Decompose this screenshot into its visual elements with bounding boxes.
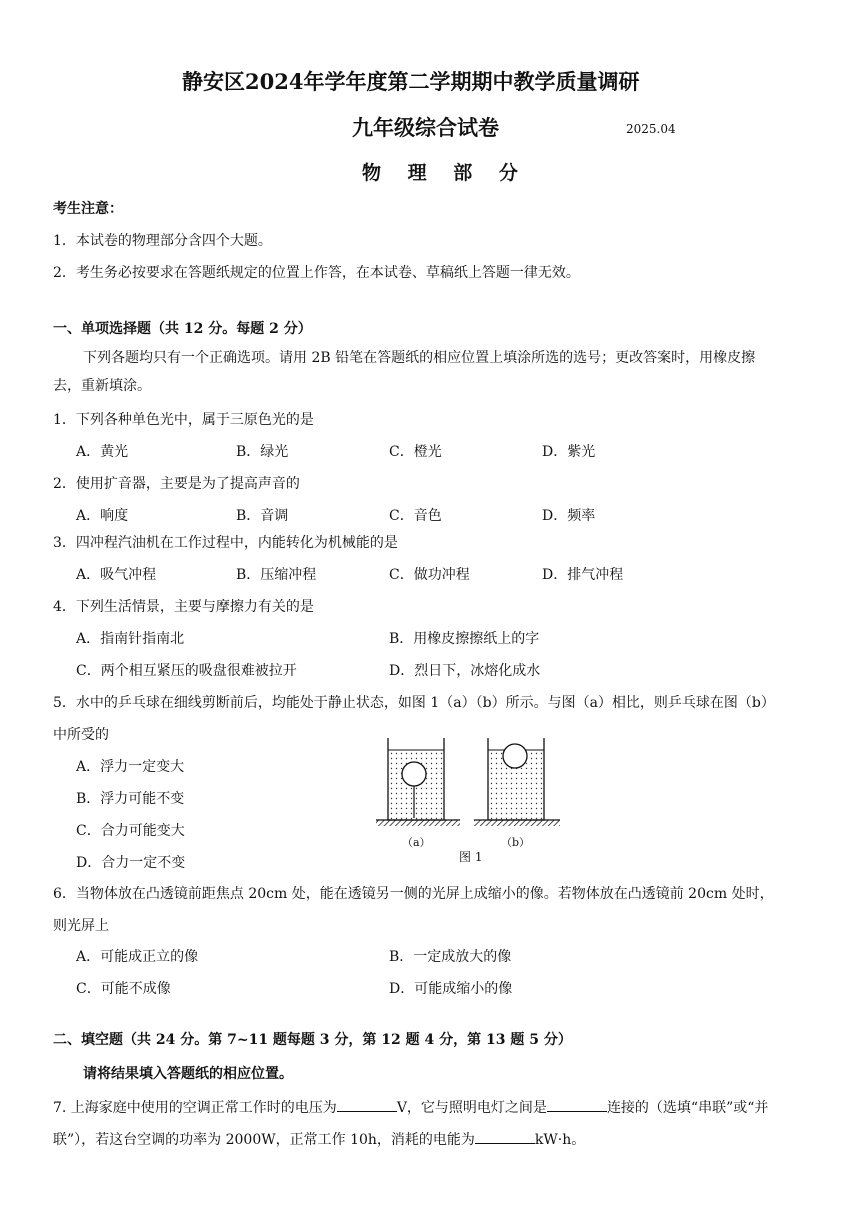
question-4-stem: 4．下列生活情景，主要与摩擦力有关的是: [53, 599, 314, 615]
question-6-stem-2: 则光屏上: [53, 918, 109, 934]
part1-heading: 一、单项选择题（共 12 分。每题 2 分）: [53, 321, 312, 337]
notice-item-1: 1．本试卷的物理部分含四个大题。: [53, 233, 272, 249]
answer-blank-voltage[interactable]: [337, 1097, 397, 1112]
question-5-option-a: A．浮力一定变大: [76, 759, 185, 775]
question-5-option-b: B．浮力可能不变: [76, 791, 185, 807]
question-4-option-d: D．烈日下，冰熔化成水: [389, 663, 541, 679]
notice-heading: 考生注意：: [53, 201, 123, 217]
question-2-option-d: D．频率: [542, 508, 596, 524]
exam-title: 静安区2024年学年度第二学期期中教学质量调研: [182, 69, 640, 94]
exam-subtitle: 九年级综合试卷: [352, 115, 499, 140]
question-1-stem: 1．下列各种单色光中，属于三原色光的是: [53, 412, 314, 428]
notice-item-2: 2．考生务必按要求在答题纸规定的位置上作答，在本试卷、草稿纸上答题一律无效。: [53, 265, 580, 281]
question-7-text-b: V，它与照明电灯之间是: [396, 1100, 547, 1116]
question-2-option-c: C．音色: [389, 508, 442, 524]
question-7-text-a: 7. 上海家庭中使用的空调正常工作时的电压为: [53, 1100, 337, 1116]
answer-blank-energy[interactable]: [475, 1129, 535, 1144]
question-5-stem-2: 中所受的: [53, 727, 109, 743]
figure-caption: 图 1: [459, 850, 483, 864]
part1-instruction-1: 下列各题均只有一个正确选项。请用 2B 铅笔在答题纸的相应位置上填涂所选的选号；更改答案时，用橡皮擦: [83, 350, 756, 366]
question-4-option-a: A．指南针指南北: [76, 631, 185, 647]
question-2-option-a: A．响度: [76, 508, 129, 524]
question-1-option-c: C．橙光: [389, 444, 442, 460]
part2-instruction: 请将结果填入答题纸的相应位置。: [83, 1066, 293, 1082]
question-5-option-d: D．合力一定不变: [76, 855, 186, 871]
figure-1: [370, 732, 570, 832]
figure-label-a: （a）: [402, 836, 431, 849]
part1-instruction-2: 去，重新填涂。: [53, 378, 151, 394]
question-7-text-e: kW·h。: [534, 1132, 586, 1148]
question-3-option-c: C．做功冲程: [389, 567, 470, 583]
question-2-stem: 2．使用扩音器，主要是为了提高声音的: [53, 476, 300, 492]
question-3-stem: 3．四冲程汽油机在工作过程中，内能转化为机械能的是: [53, 535, 398, 551]
question-1-option-a: A．黄光: [76, 444, 129, 460]
beaker-a: [388, 738, 444, 820]
question-3-option-d: D．排气冲程: [542, 567, 624, 583]
question-1-option-d: D．紫光: [542, 444, 596, 460]
question-1-option-b: B．绿光: [236, 444, 289, 460]
question-3-option-a: A．吸气冲程: [76, 567, 157, 583]
question-7-text-d: 联”），若这台空调的功率为 2000W，正常工作 10h，消耗的电能为: [53, 1132, 475, 1148]
question-6-option-b: B．一定成放大的像: [389, 949, 512, 965]
question-5-stem: 5．水中的乒乓球在细线剪断前后，均能处于静止状态，如图 1（a）（b）所示。与图（a）相比，则乒乓球在图（b）: [53, 695, 775, 711]
question-7-text-c: 连接的（选填“串联”或“并: [606, 1100, 769, 1116]
exam-date: 2025.04: [626, 122, 676, 136]
beaker-b: [488, 738, 544, 820]
question-4-option-c: C．两个相互紧压的吸盘很难被拉开: [76, 663, 297, 679]
question-6-option-a: A．可能成正立的像: [76, 949, 199, 965]
question-6-option-d: D．可能成缩小的像: [389, 981, 513, 997]
figure-label-b: （b）: [501, 836, 531, 849]
question-6-option-c: C．可能不成像: [76, 981, 171, 997]
question-7-line-1: [53, 1097, 768, 1117]
section-title: 物 理 部 分: [362, 162, 528, 184]
part2-heading: 二、填空题（共 24 分。第 7~11 题每题 3 分，第 12 题 4 分，第 13 题 5 分）: [53, 1032, 572, 1048]
answer-blank-connection[interactable]: [547, 1097, 607, 1112]
question-5-option-c: C．合力可能变大: [76, 823, 185, 839]
question-4-option-b: B．用橡皮擦擦纸上的字: [389, 631, 540, 647]
question-2-option-b: B．音调: [236, 508, 289, 524]
question-6-stem: 6．当物体放在凸透镜前距焦点 20cm 处，能在透镜另一侧的光屏上成缩小的像。若物体放在凸透镜前 20cm 处时，: [53, 886, 774, 902]
question-3-option-b: B．压缩冲程: [236, 567, 317, 583]
question-7-line-2: [53, 1129, 585, 1149]
